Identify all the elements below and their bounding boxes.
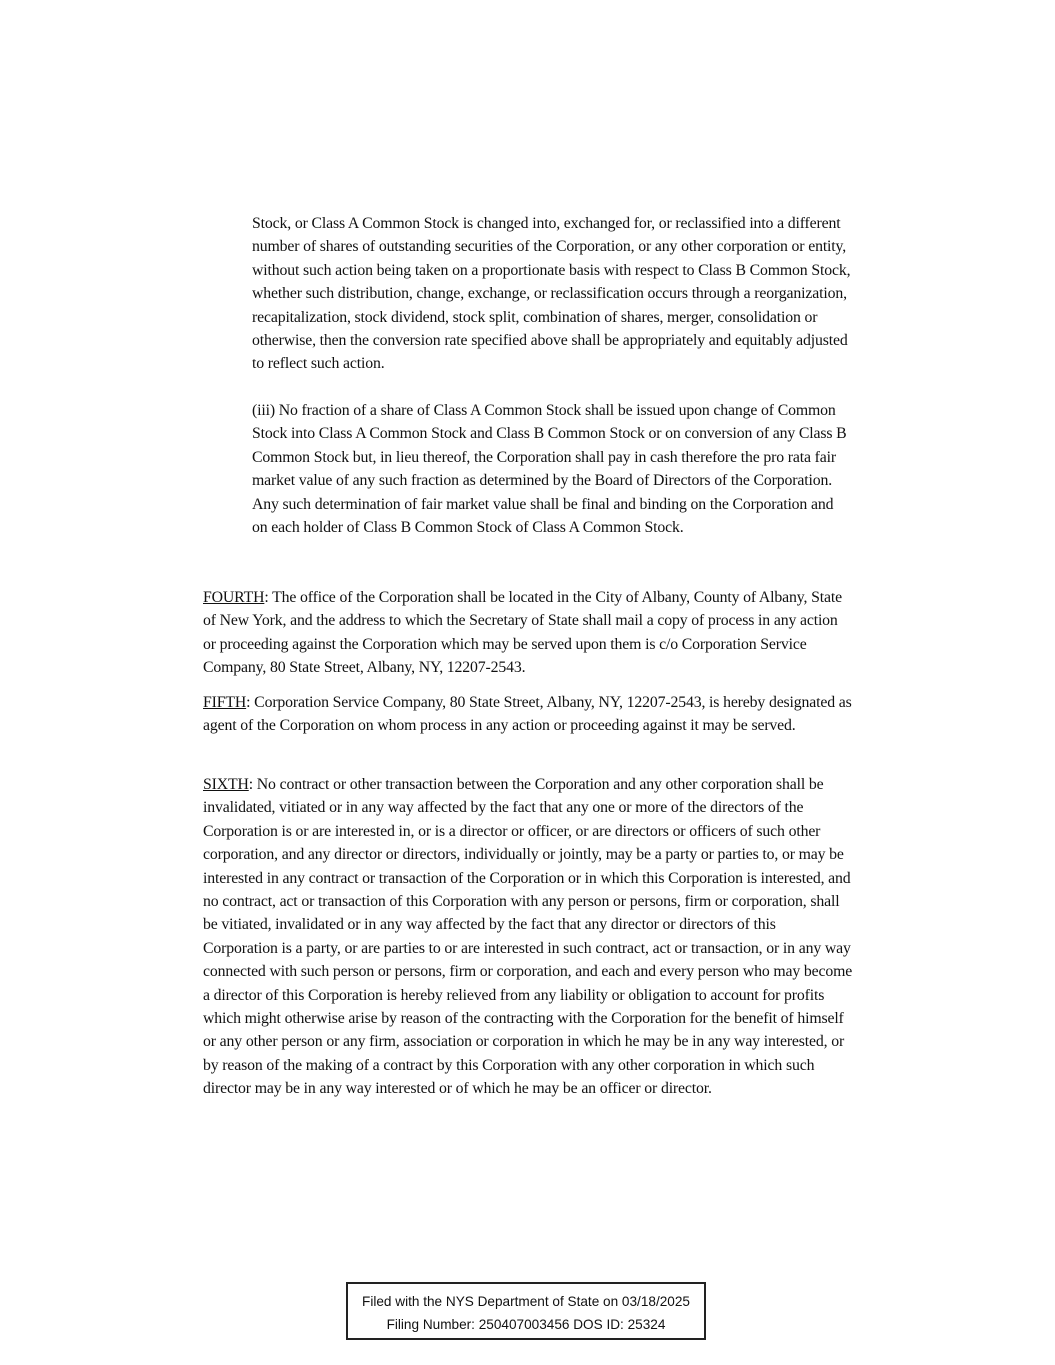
article-sixth-heading: SIXTH	[203, 776, 249, 793]
article-fourth	[203, 586, 853, 680]
article-fourth-text: : The office of the Corporation shall be located in the City of Albany, County of Albany, State of New York, and the address to which the Secretary of State shall mail a copy of process in any action or proceeding against the Corporation which may be served upon them is c/o Corporation Service Company, 80 State Street, Albany, NY, 12207-2543.	[203, 589, 842, 677]
filing-stamp	[346, 1282, 706, 1340]
article-fourth-heading: FOURTH	[203, 589, 265, 606]
article-fifth	[203, 691, 853, 738]
filing-date-line: Filed with the NYS Department of State on 03/18/2025	[362, 1294, 690, 1309]
article-fifth-heading: FIFTH	[203, 694, 247, 711]
article-sixth	[203, 773, 853, 1101]
article-fifth-text: : Corporation Service Company, 80 State Street, Albany, NY, 12207-2543, is hereby designated as agent of the Corporation on whom process in any action or proceeding against it may be served.	[203, 694, 852, 735]
paragraph-conversion-adjustment: Stock, or Class A Common Stock is changed into, exchanged for, or reclassified into a different number of shares of outstanding securities of the Corporation, or any other corporation or entity, without such action being taken on a proportionate basis with respect to Class B Common Stock, whether such distribution, change, exchange, or reclassification occurs through a reorganization, recapitalization, stock dividend, stock split, combination of shares, merger, consolidation or otherwise, then the conversion rate specified above shall be appropriately and equitably adjusted to reflect such action.	[252, 215, 851, 373]
paragraph-fractional-shares: (iii) No fraction of a share of Class A Common Stock shall be issued upon change of Common Stock into Class A Common Stock and Class B Common Stock or on conversion of any Class B Common Stock but, in lieu thereof, the Corporation shall pay in cash therefore the pro rata fair market value of any such fraction as determined by the Board of Directors of the Corporation. Any such determination of fair market value shall be final and binding on the Corporation and on each holder of Class B Common Stock of Class A Common Stock.	[252, 402, 847, 537]
filing-number-line: Filing Number: 250407003456 DOS ID: 25324	[386, 1317, 666, 1332]
article-sixth-text: : No contract or other transaction between the Corporation and any other corporation shall be invalidated, vitiated or in any way affected by the fact that any one or more of the directors of the Corporation is or are interested in, or is a director or officer, or are directors or officers of such other corporation, and any director or directors, individually or jointly, may be a party or parties to, or may be interested in any contract or transaction of the Corporation or in which this Corporation is interested, and no contract, act or transaction of this Corporation with any person or persons, firm or corporation, shall be vitiated, invalidated or in any way affected by the fact that any director or directors of this Corporation is a party, or are parties to or are interested in such contract, act or transaction, or in any way connected with such person or persons, firm or corporation, and each and every person who may become a director of this Corporation is hereby relieved from any liability or obligation to account for profits which might otherwise arise by reason of the contracting with the Corporation for the benefit of himself or any other person or any firm, association or corporation in which he may be in any way interested, or by reason of the making of a contract by this Corporation with any other corporation in which such director may be in any way interested or of which he may be an officer or director.	[203, 776, 853, 1098]
